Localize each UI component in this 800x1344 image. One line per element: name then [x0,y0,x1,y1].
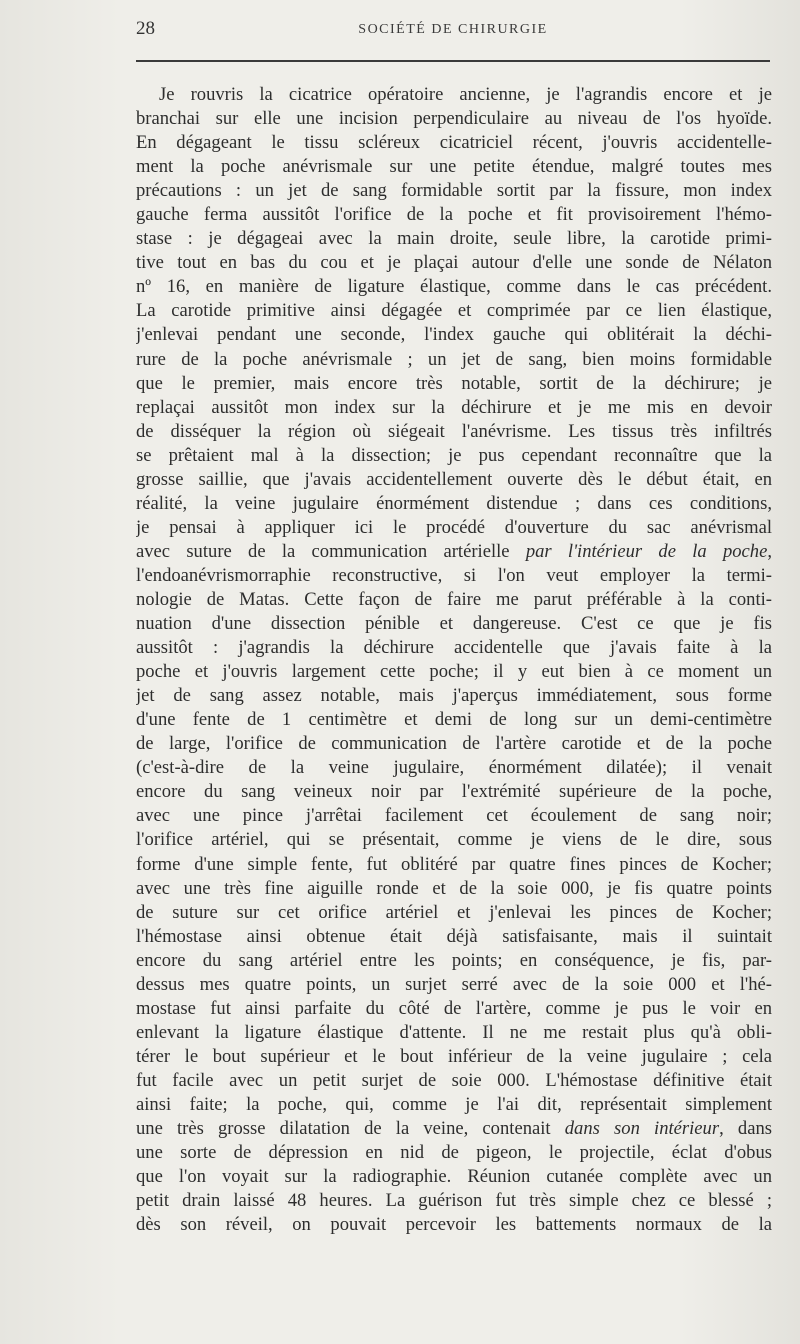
text-line: forme d'une simple fente, fut oblitéré par quatre fines pinces de Kocher; [136,853,772,875]
text-line: La carotide primitive ainsi dégagée et comprimée par ce lien élastique, [136,300,772,322]
text-line: mostase fut ainsi parfaite du côté de l'artère, comme je pus le voir en [136,997,772,1019]
text-line: que le premier, mais encore très notable, sortit de la déchirure; je [136,372,772,394]
text-line: se prêtaient mal à la dissection; je pus cependant reconnaître que la [136,444,772,466]
text-line: j'enlevai pendant une seconde, l'index gauche qui oblitérait la déchi- [136,324,772,346]
text-line: ainsi faite; la poche, qui, comme je l'ai dit, représentait simplement [136,1093,772,1115]
text-line: de disséquer la région où siégeait l'anévrisme. Les tissus très infiltrés [136,420,772,442]
text-line: grosse saillie, que j'avais accidentellement ouverte dès le début était, en [136,468,772,490]
text-line: nº 16, en manière de ligature élastique, comme dans le cas précédent. [136,276,772,298]
text-line: précautions : un jet de sang formidable sortit par la fissure, mon index [136,180,772,202]
text-line: térer le bout supérieur et le bout inférieur de la veine jugulaire ; cela [136,1045,772,1067]
text-line: de suture sur cet orifice artériel et j'enlevai les pinces de Kocher; [136,901,772,923]
text-line: ment la poche anévrismale sur une petite étendue, malgré toutes mes [136,156,772,178]
text-line: dès son réveil, on pouvait percevoir les battements normaux de la [136,1214,772,1236]
text-line: l'hémostase ainsi obtenue était déjà satisfaisante, mais il suintait [136,925,772,947]
page-number: 28 [136,18,155,39]
text-line: dessus mes quatre points, un surjet serré avec de la soie 000 et l'hé- [136,973,772,995]
text-line: replaçai aussitôt mon index sur la déchirure et je me mis en devoir [136,396,772,418]
text-line: encore du sang artériel entre les points; en conséquence, je fis, par- [136,949,772,971]
text-line: enlevant la ligature élastique d'attente. Il ne me restait plus qu'à obli- [136,1021,772,1043]
text-line: En dégageant le tissu scléreux cicatriciel récent, j'ouvris accidentelle- [136,132,772,154]
text-line: nuation d'une dissection pénible et dangereuse. C'est ce que je fis [136,613,772,635]
text-line: fut facile avec un petit surjet de soie 000. L'hémostase définitive était [136,1069,772,1091]
text-line: encore du sang veineux noir par l'extrémité supérieure de la poche, [136,781,772,803]
header-rule [136,60,770,62]
text-line: l'orifice artériel, qui se présentait, comme je viens de le dire, sous [136,829,772,851]
page-header [136,18,770,48]
text-line: aussitôt : j'agrandis la déchirure accidentelle que j'avais faite à la [136,637,772,659]
text-line: avec suture de la communication artérielle par l'intérieur de la poche, [136,540,772,562]
text-line: petit drain laissé 48 heures. La guérison fut très simple chez ce blessé ; [136,1190,772,1212]
text-line: (c'est-à-dire de la veine jugulaire, énormément dilatée); il venait [136,757,772,779]
text-line: une sorte de dépression en nid de pigeon, le projectile, éclat d'obus [136,1142,772,1164]
body-text [136,83,772,1237]
text-line: gauche ferma aussitôt l'orifice de la poche et fit provisoirement l'hémo- [136,204,772,226]
text-line: jet de sang assez notable, mais j'aperçus immédiatement, sous forme [136,685,772,707]
text-line: poche et j'ouvris largement cette poche; il y eut bien à ce moment un [136,661,772,683]
text-line: d'une fente de 1 centimètre et demi de long sur un demi-centimètre [136,709,772,731]
text-line: réalité, la veine jugulaire énormément distendue ; dans ces conditions, [136,492,772,514]
text-line: rure de la poche anévrismale ; un jet de sang, bien moins formidable [136,348,772,370]
text-line: tive tout en bas du cou et je plaçai autour d'elle une sonde de Nélaton [136,252,772,274]
text-line: l'endoanévrismorraphie reconstructive, si l'on veut employer la termi- [136,564,772,586]
text-line: de large, l'orifice de communication de l'artère carotide et de la poche [136,733,772,755]
text-line: avec une très fine aiguille ronde et de la soie 000, je fis quatre points [136,877,772,899]
text-line: avec une pince j'arrêtai facilement cet écoulement de sang noir; [136,805,772,827]
text-line: une très grosse dilatation de la veine, contenait dans son intérieur, dans [136,1118,772,1140]
running-title: SOCIÉTÉ DE CHIRURGIE [358,22,548,37]
text-line: stase : je dégageai avec la main droite, seule libre, la carotide primi- [136,228,772,250]
text-line: je pensai à appliquer ici le procédé d'ouverture du sac anévrismal [136,516,772,538]
text-line: branchai sur elle une incision perpendiculaire au niveau de l'os hyoïde. [136,108,772,130]
text-line: Je rouvris la cicatrice opératoire ancienne, je l'agrandis encore et je [159,84,772,105]
text-line: nologie de Matas. Cette façon de faire me parut préférable à la conti- [136,588,772,610]
text-line: que l'on voyait sur la radiographie. Réunion cutanée complète avec un [136,1166,772,1188]
